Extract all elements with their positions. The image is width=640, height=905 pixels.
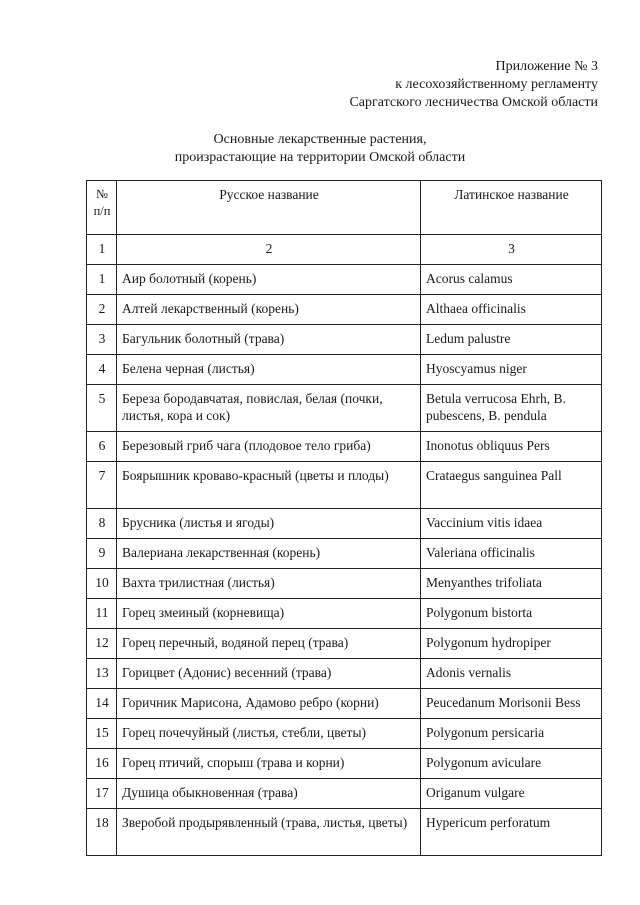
appendix-reference: к лесохозяйственному регламенту xyxy=(395,77,598,92)
russian-name: Вахта трилистная (листья) xyxy=(117,569,421,599)
latin-name: Menyanthes trifoliata xyxy=(421,569,602,599)
latin-name: Crataegus sanguinea Pall xyxy=(421,462,602,509)
header-number xyxy=(87,181,117,235)
column-index-1: 1 xyxy=(87,235,117,265)
table-row xyxy=(87,779,602,809)
table-row xyxy=(87,295,602,325)
medicinal-plants-table xyxy=(86,180,602,856)
latin-name: Origanum vulgare xyxy=(421,779,602,809)
table-row xyxy=(87,749,602,779)
latin-name: Peucedanum Morisonii Bess xyxy=(421,689,602,719)
row-number: 10 xyxy=(87,569,117,599)
russian-name: Валериана лекарственная (корень) xyxy=(117,539,421,569)
russian-name: Белена черная (листья) xyxy=(117,355,421,385)
latin-name: Hyoscyamus niger xyxy=(421,355,602,385)
latin-name: Althaea officinalis xyxy=(421,295,602,325)
russian-name: Березовый гриб чага (плодовое тело гриба) xyxy=(117,432,421,462)
russian-name: Горичник Марисона, Адамово ребро (корни) xyxy=(117,689,421,719)
title-line-2: произрастающие на территории Омской области xyxy=(174,150,466,165)
row-number: 6 xyxy=(87,432,117,462)
russian-name: Горец птичий, спорыш (трава и корни) xyxy=(117,749,421,779)
appendix-header xyxy=(349,58,598,112)
russian-name: Брусника (листья и ягоды) xyxy=(117,509,421,539)
appendix-forestry: Саргатского лесничества Омской области xyxy=(349,95,598,110)
russian-name: Горец почечуйный (листья, стебли, цветы) xyxy=(117,719,421,749)
row-number: 9 xyxy=(87,539,117,569)
header-number-abbr: п/п xyxy=(93,204,111,218)
row-number: 16 xyxy=(87,749,117,779)
table-row xyxy=(87,539,602,569)
russian-name: Аир болотный (корень) xyxy=(117,265,421,295)
latin-name: Ledum palustre xyxy=(421,325,602,355)
latin-name: Polygonum bistorta xyxy=(421,599,602,629)
russian-name: Алтей лекарственный (корень) xyxy=(117,295,421,325)
header-number-symbol: № xyxy=(96,187,108,201)
header-latin-name: Латинское название xyxy=(421,181,602,235)
latin-name: Acorus calamus xyxy=(421,265,602,295)
row-number: 2 xyxy=(87,295,117,325)
latin-name: Polygonum persicaria xyxy=(421,719,602,749)
latin-name: Betula verrucosa Ehrh, B. pubescens, B. pendula xyxy=(421,385,602,432)
table-header-row xyxy=(87,181,602,235)
latin-name: Inonotus obliquus Pers xyxy=(421,432,602,462)
row-number: 7 xyxy=(87,462,117,509)
latin-name: Hypericum perforatum xyxy=(421,809,602,856)
russian-name: Багульник болотный (трава) xyxy=(117,325,421,355)
row-number: 18 xyxy=(87,809,117,856)
table-row xyxy=(87,809,602,856)
latin-name: Adonis vernalis xyxy=(421,659,602,689)
latin-name: Vaccinium vitis idaea xyxy=(421,509,602,539)
table-row xyxy=(87,509,602,539)
table-row xyxy=(87,355,602,385)
appendix-number: Приложение № 3 xyxy=(495,59,598,74)
row-number: 13 xyxy=(87,659,117,689)
table-row xyxy=(87,325,602,355)
table-row xyxy=(87,599,602,629)
latin-name: Polygonum hydropiper xyxy=(421,629,602,659)
header-russian-name: Русское название xyxy=(117,181,421,235)
table-row xyxy=(87,432,602,462)
table-row xyxy=(87,385,602,432)
row-number: 1 xyxy=(87,265,117,295)
row-number: 4 xyxy=(87,355,117,385)
document-title xyxy=(0,131,640,167)
russian-name: Горец змеиный (корневища) xyxy=(117,599,421,629)
table-row xyxy=(87,569,602,599)
row-number: 15 xyxy=(87,719,117,749)
table-row xyxy=(87,265,602,295)
table-row xyxy=(87,719,602,749)
russian-name: Зверобой продырявленный (трава, листья, цветы) xyxy=(117,809,421,856)
column-index-row xyxy=(87,235,602,265)
row-number: 8 xyxy=(87,509,117,539)
table-row xyxy=(87,462,602,509)
table-row xyxy=(87,689,602,719)
table-row xyxy=(87,659,602,689)
russian-name: Боярышник кроваво-красный (цветы и плоды) xyxy=(117,462,421,509)
row-number: 11 xyxy=(87,599,117,629)
table-row xyxy=(87,629,602,659)
russian-name: Горицвет (Адонис) весенний (трава) xyxy=(117,659,421,689)
russian-name: Душица обыкновенная (трава) xyxy=(117,779,421,809)
title-line-1: Основные лекарственные растения, xyxy=(213,132,427,147)
latin-name: Polygonum aviculare xyxy=(421,749,602,779)
row-number: 14 xyxy=(87,689,117,719)
latin-name: Valeriana officinalis xyxy=(421,539,602,569)
column-index-2: 2 xyxy=(117,235,421,265)
row-number: 3 xyxy=(87,325,117,355)
column-index-3: 3 xyxy=(421,235,602,265)
russian-name: Горец перечный, водяной перец (трава) xyxy=(117,629,421,659)
russian-name: Береза бородавчатая, повислая, белая (почки, листья, кора и сок) xyxy=(117,385,421,432)
row-number: 12 xyxy=(87,629,117,659)
row-number: 17 xyxy=(87,779,117,809)
row-number: 5 xyxy=(87,385,117,432)
